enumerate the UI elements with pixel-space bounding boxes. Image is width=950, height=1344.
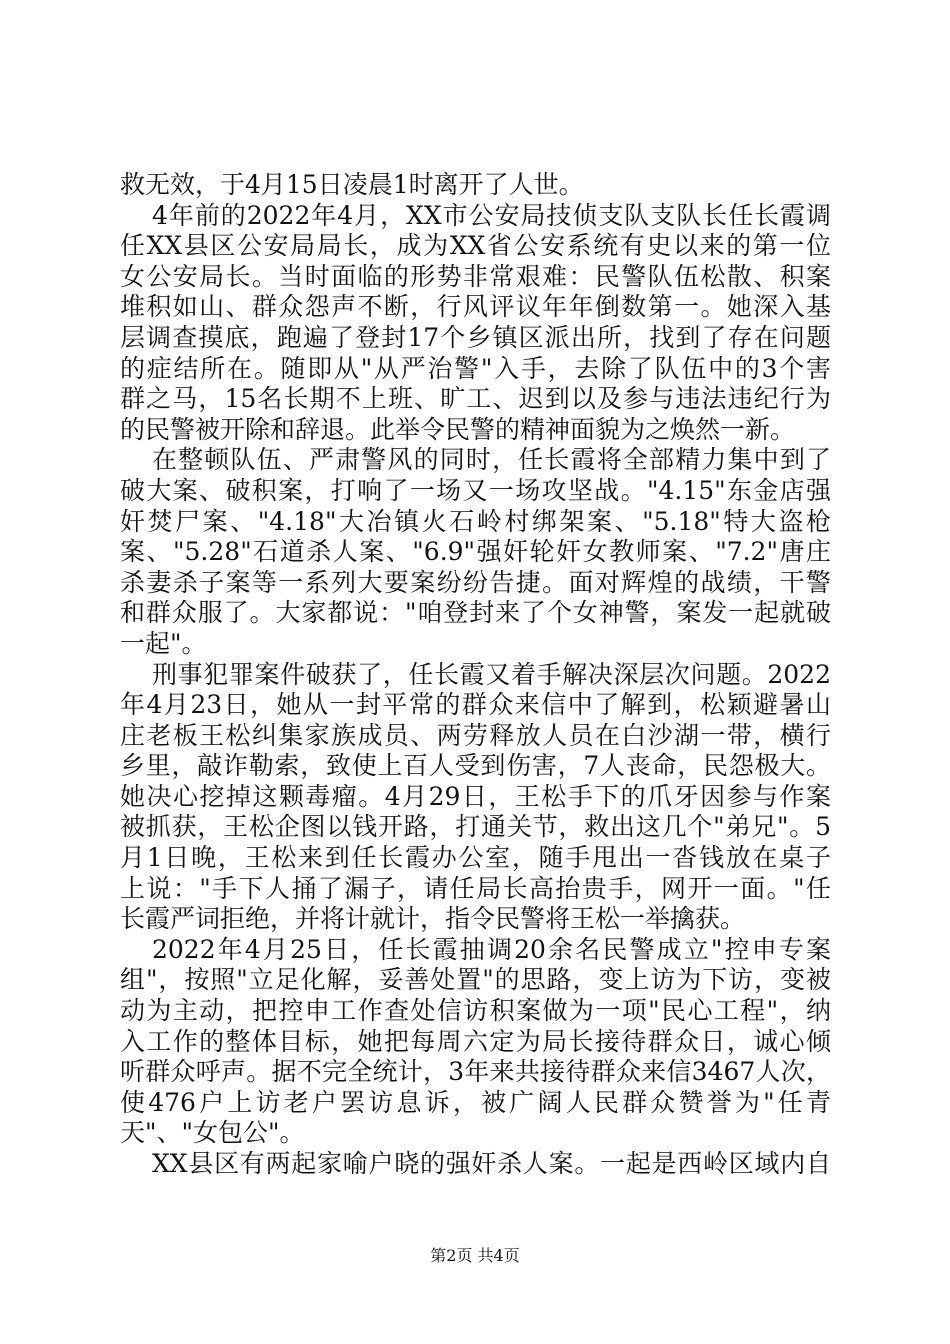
text-line: 案、"5.28"石道杀人案、"6.9"强奸轮奸女教师案、"7.2"唐庄 <box>120 537 831 567</box>
text-line: 动为主动，把控申工作查处信访积案做为一项"民心工程"，纳 <box>120 996 831 1026</box>
text-line: 月1日晚，王松来到任长霞办公室，随手甩出一沓钱放在桌子 <box>120 843 831 873</box>
text-line: 被抓获，王松企图以钱开路，打通关节，救出这几个"弟兄"。5 <box>120 812 831 842</box>
paragraph <box>120 170 831 201</box>
text-line: 和群众服了。大家都说："咱登封来了个女神警，案发一起就破 <box>120 598 831 628</box>
paragraph <box>120 935 831 1149</box>
text-line: 使476户上访老户罢访息诉，被广阔人民群众赞誉为"任青 <box>120 1087 831 1117</box>
text-line: 听群众呼声。据不完全统计，3年来共接待群众来信3467人次， <box>120 1057 831 1087</box>
text-line: 天"、"女包公"。 <box>120 1118 305 1148</box>
page-footer: 第2页 共4页 <box>430 1246 520 1265</box>
text-line: 救无效，于4月15日凌晨1时离开了人世。 <box>120 170 584 199</box>
paragraph <box>120 660 831 935</box>
body-text <box>120 170 831 1180</box>
text-line: 庄老板王松纠集家族成员、两劳释放人员在白沙湖一带，横行 <box>120 720 831 750</box>
text-line: 堆积如山、群众怨声不断，行风评议年年倒数第一。她深入基 <box>120 292 831 322</box>
paragraph <box>120 201 831 446</box>
text-line: 破大案、破积案，打响了一场又一场攻坚战。"4.15"东金店强 <box>120 475 831 505</box>
text-line: 女公安局长。当时面临的形势非常艰难：民警队伍松散、积案 <box>120 261 831 291</box>
text-line: 长霞严词拒绝，并将计就计，指令民警将王松一举擒获。 <box>120 904 746 934</box>
text-line: 刑事犯罪案件破获了，任长霞又着手解决深层次问题。2022 <box>152 659 831 689</box>
text-line: 层调查摸底，跑遍了登封17个乡镇区派出所，找到了存在问题 <box>120 322 831 352</box>
text-line: 年4月23日，她从一封平常的群众来信中了解到，松颖避暑山 <box>120 690 831 720</box>
text-line: 奸焚尸案、"4.18"大冶镇火石岭村绑架案、"5.18"特大盗枪 <box>120 506 831 536</box>
text-line: XX县区有两起家喻户晓的强奸杀人案。一起是西岭区域内自 <box>152 1149 831 1178</box>
text-line: 任XX县区公安局局长，成为XX省公安系统有史以来的第一位 <box>120 231 831 261</box>
text-line: 乡里，敲诈勒索，致使上百人受到伤害，7人丧命，民怨极大。 <box>120 751 831 781</box>
text-line: 在整顿队伍、严肃警风的同时，任长霞将全部精力集中到了 <box>152 445 831 475</box>
paragraph <box>120 1149 831 1180</box>
text-line: 组"，按照"立足化解，妥善处置"的思路，变上访为下访，变被 <box>120 965 831 995</box>
text-line: 杀妻杀子案等一系列大要案纷纷告捷。面对辉煌的战绩，干警 <box>120 567 831 597</box>
text-line: 她决心挖掉这颗毒瘤。4月29日，王松手下的爪牙因参与作案 <box>120 781 831 811</box>
text-line: 入工作的整体目标，她把每周六定为局长接待群众日，诚心倾 <box>120 1026 831 1056</box>
text-line: 上说："手下人捅了漏子，请任局长高抬贵手，网开一面。"任 <box>120 873 831 903</box>
text-line: 的症结所在。随即从"从严治警"入手，去除了队伍中的3个害 <box>120 353 831 383</box>
text-line: 的民警被开除和辞退。此举令民警的精神面貌为之焕然一新。 <box>120 414 796 444</box>
text-line: 一起"。 <box>120 628 207 658</box>
text-line: 2022年4月25日，任长霞抽调20余名民警成立"控申专案 <box>152 934 831 964</box>
text-line: 群之马，15名长期不上班、旷工、迟到以及参与违法违纪行为 <box>120 384 831 414</box>
paragraph <box>120 445 831 659</box>
text-line: 4年前的2022年4月，XX市公安局技侦支队支队长任长霞调 <box>152 200 831 230</box>
